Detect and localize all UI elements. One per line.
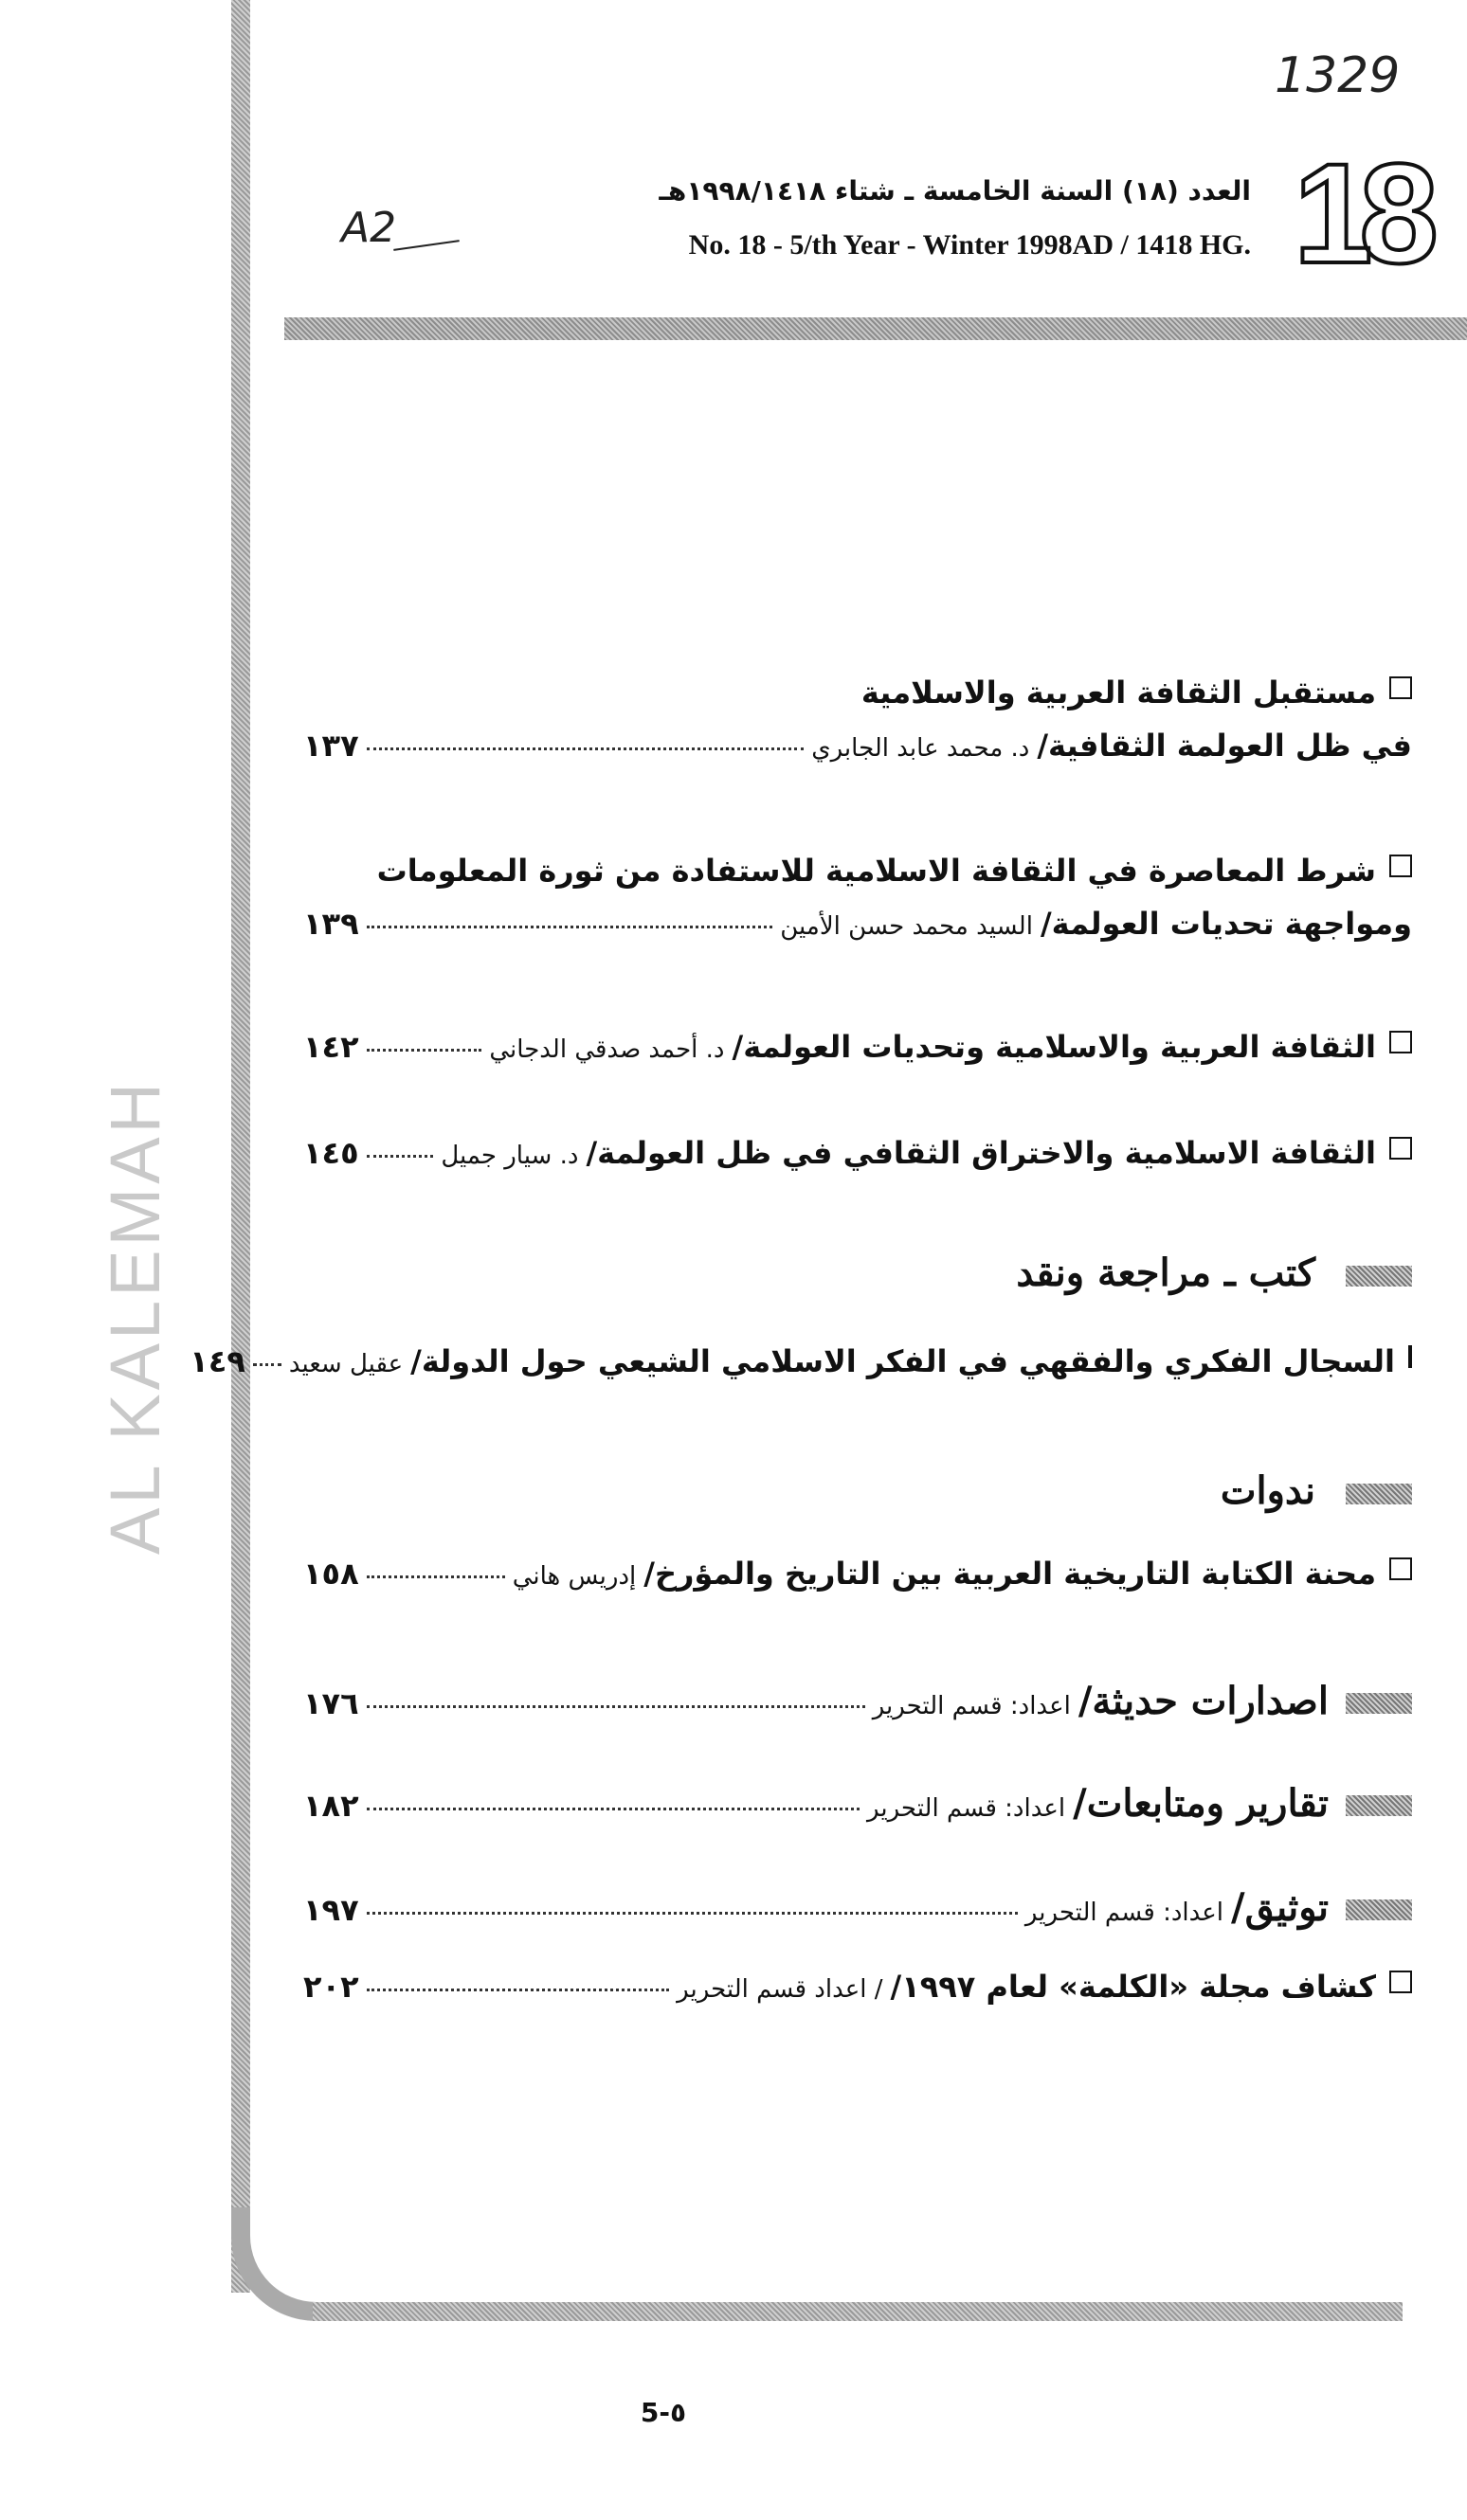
header-arabic: العدد (١٨) السنة الخامسة ـ شتاء ١٩٩٨/١٤١٨هـ [659, 175, 1251, 207]
section-shade [1346, 1693, 1412, 1714]
entry-title: الثقافة الاسلامية والاختراق الثقافي في ظل العولمة/ [586, 1135, 1376, 1171]
section-shade [1346, 1899, 1412, 1920]
section-shade [1346, 1795, 1412, 1816]
left-border [231, 0, 250, 2293]
section-documentation-title: توثيق/ [1231, 1885, 1329, 1930]
section-books-title: كتب ـ مراجعة ونقد [1016, 1251, 1316, 1295]
toc-entry-reports[interactable] [303, 1781, 1412, 1826]
entry-title: محنة الكتابة التاريخية العربية بين التاريخ والمؤرخ/ [643, 1556, 1376, 1592]
entry-author: السيد محمد حسن الأمين [780, 912, 1033, 941]
entry-author: د. أحمد صدقي الدجاني [489, 1035, 725, 1064]
toc-entry-2[interactable] [303, 853, 1412, 942]
checkbox-icon [1389, 1557, 1412, 1580]
entry-title: الثقافة العربية والاسلامية وتحديات العولمة/ [732, 1029, 1376, 1065]
checkbox-icon [1389, 1031, 1412, 1053]
leader-dots [367, 1705, 865, 1708]
leader-dots [367, 1049, 482, 1052]
handwritten-number: 1329 [1275, 47, 1401, 104]
bottom-border [313, 2302, 1403, 2321]
entry-page: ١٣٧ [303, 728, 359, 764]
leader-dots [367, 926, 773, 928]
entry-page: ١٥٨ [303, 1556, 359, 1592]
section-reports-title: تقارير ومتابعات/ [1073, 1781, 1329, 1826]
entry-author: د. محمد عابد الجابري [811, 734, 1030, 763]
entry-line1: شرط المعاصرة في الثقافة الاسلامية للاستفادة من ثورة المعلومات [376, 853, 1376, 889]
issue-number: 18 [1294, 134, 1425, 293]
toc-entry-1[interactable] [303, 675, 1412, 764]
leader-dots [253, 1363, 281, 1366]
footer-page-number: 5-٥ [640, 2397, 687, 2428]
checkbox-icon [1389, 855, 1412, 877]
leader-dots [367, 1912, 1018, 1915]
section-shade [1346, 1484, 1412, 1504]
entry-author: / اعداد قسم التحرير [677, 1975, 883, 2004]
entry-page: ١٤٢ [303, 1029, 359, 1065]
toc-entry-index[interactable] [303, 1969, 1412, 2005]
toc-entry-releases[interactable] [303, 1679, 1412, 1723]
header-english-text: No. 18 - 5/th Year - Winter 1998AD / 1418 HG. [688, 229, 1251, 261]
entry-author: إدريس هاني [512, 1562, 637, 1591]
leader-dots [367, 1808, 860, 1810]
entry-page: ١٤٥ [303, 1135, 359, 1171]
toc-entry-4[interactable] [303, 1135, 1412, 1171]
checkbox-icon [1408, 1345, 1412, 1368]
toc-entry-books[interactable] [190, 1343, 1412, 1379]
header-band [284, 317, 1467, 340]
section-releases-title: اصدارات حديثة/ [1078, 1679, 1329, 1723]
checkbox-icon [1389, 1137, 1412, 1160]
handwritten-stroke [393, 240, 460, 251]
entry-page: ١٤٩ [190, 1343, 245, 1379]
entry-author: اعداد: قسم التحرير [872, 1692, 1071, 1720]
leader-dots [367, 747, 805, 750]
entry-title: كشاف مجلة «الكلمة» لعام ١٩٩٧/ [890, 1969, 1376, 2005]
checkbox-icon [1389, 676, 1412, 699]
entry-title: ومواجهة تحديات العولمة/ [1040, 906, 1412, 942]
toc-entry-documentation[interactable] [303, 1885, 1412, 1930]
entry-page: ١٣٩ [303, 906, 359, 942]
section-books-heading [303, 1251, 1412, 1295]
section-shade [1346, 1266, 1412, 1287]
toc-entry-3[interactable] [303, 1029, 1412, 1065]
entry-page: ١٩٧ [303, 1892, 359, 1928]
entry-line1: مستقبل الثقافة العربية والاسلامية [860, 675, 1376, 711]
entry-author: عقيل سعيد [288, 1350, 404, 1378]
checkbox-icon [1389, 1971, 1412, 1993]
entry-page: ١٧٦ [303, 1685, 359, 1721]
section-seminars-title: ندوات [1220, 1468, 1316, 1513]
handwritten-initials: A2 [341, 204, 397, 252]
toc-entry-seminars[interactable] [303, 1556, 1412, 1592]
section-seminars-heading [303, 1468, 1412, 1513]
entry-page: ٢٠٢ [303, 1969, 359, 2005]
leader-dots [367, 1155, 434, 1158]
leader-dots [367, 1575, 505, 1578]
header-english [607, 229, 1251, 261]
entry-author: اعداد: قسم التحرير [867, 1794, 1066, 1823]
entry-title: في ظل العولمة الثقافية/ [1037, 728, 1412, 764]
side-label: AL KALEMAH [96, 1079, 174, 1555]
entry-author: د. سيار جميل [441, 1142, 579, 1170]
entry-title: السجال الفكري والفقهي في الفكر الاسلامي الشيعي حول الدولة/ [410, 1343, 1395, 1379]
entry-page: ١٨٢ [303, 1788, 359, 1824]
entry-author: اعداد: قسم التحرير [1024, 1899, 1224, 1927]
leader-dots [367, 1989, 670, 1991]
